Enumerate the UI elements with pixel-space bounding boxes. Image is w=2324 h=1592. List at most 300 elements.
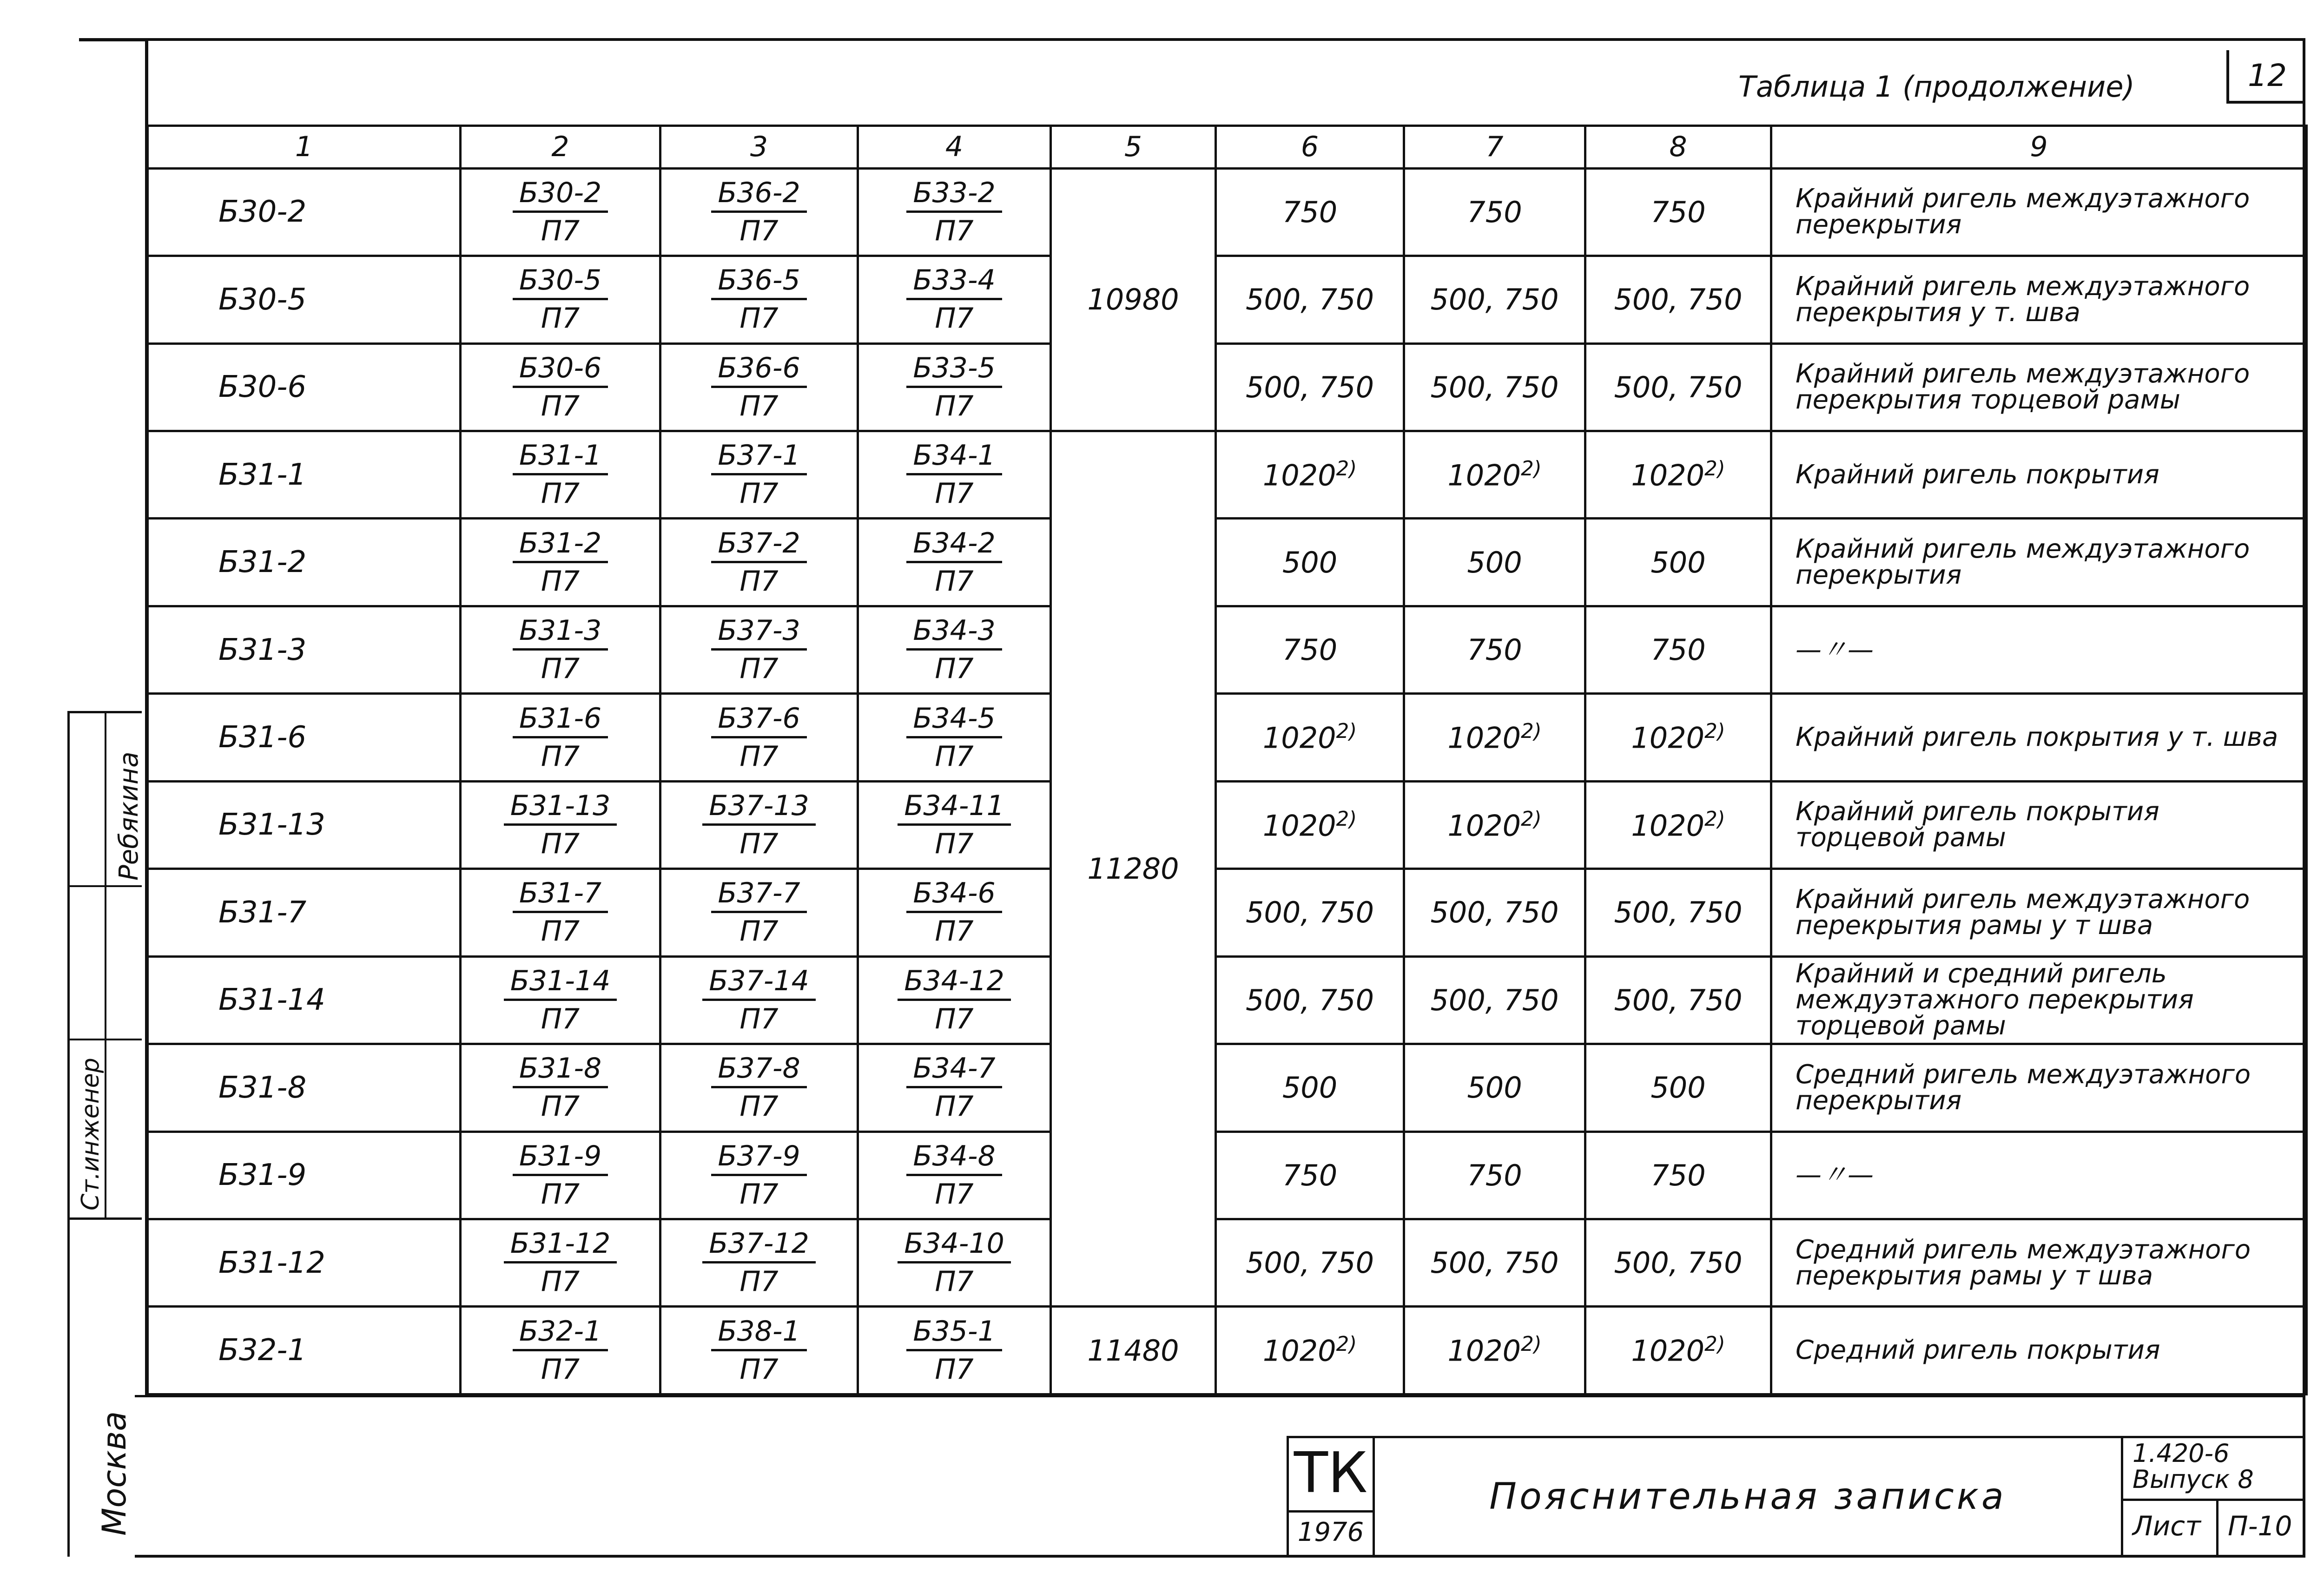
mark-cell: Б31-13 [148, 781, 461, 868]
fraction-cell [461, 956, 660, 1044]
fraction-denominator: П7 [739, 652, 779, 685]
table-row [148, 781, 2307, 868]
fraction [513, 266, 608, 333]
fraction [906, 1139, 1002, 1210]
fraction-denominator: П7 [935, 827, 974, 860]
fraction-denominator: П7 [935, 389, 974, 422]
column-header: 5 [1051, 126, 1216, 169]
description-cell: Крайний ригель покрытия у т. шва [1771, 694, 2307, 781]
description-cell: Средний ригель покрытия [1771, 1307, 2307, 1395]
mark-cell: Б31-14 [148, 956, 461, 1044]
value-text: 750 [1651, 633, 1706, 667]
value-text: 500, 750 [1430, 895, 1559, 930]
value-text: 500, 750 [1430, 983, 1559, 1017]
fraction-cell [660, 431, 858, 519]
fraction-numerator: Б33-4 [906, 266, 1002, 300]
fraction-numerator: Б30-5 [513, 266, 608, 300]
doc-title: Пояснительная записка [1489, 1476, 2007, 1518]
value-text: 1020 [1631, 458, 1705, 493]
fraction-numerator: Б31-3 [513, 616, 608, 651]
mark-cell: Б31-12 [148, 1219, 461, 1306]
value-cell [1216, 694, 1404, 781]
fraction-denominator: П7 [935, 477, 974, 510]
footnote-mark: 2) [1521, 457, 1542, 480]
fraction [898, 964, 1011, 1035]
value-text: 750 [1651, 195, 1706, 229]
fraction-numerator: Б34-10 [898, 1229, 1011, 1263]
mark-cell: Б31-9 [148, 1132, 461, 1219]
logo-letters: ТК [1294, 1441, 1368, 1506]
fraction-cell [461, 694, 660, 781]
fraction-cell [660, 1044, 858, 1132]
column-header: 6 [1216, 126, 1404, 169]
fraction [906, 1317, 1002, 1384]
fraction-denominator: П7 [935, 565, 974, 598]
fraction-cell [461, 1044, 660, 1132]
fraction-denominator: П7 [541, 477, 580, 510]
mark-cell: Б30-2 [148, 168, 461, 256]
description-cell: Крайний ригель междуэтажного перекрытия торцевой рамы [1771, 343, 2307, 431]
side-stamp [67, 711, 142, 1557]
spec-table [146, 125, 2308, 1395]
fraction [504, 791, 617, 859]
fraction-cell [660, 343, 858, 431]
fraction-denominator: П7 [541, 915, 580, 948]
value-cell [1585, 256, 1771, 343]
fraction-numerator: Б34-8 [906, 1142, 1002, 1176]
fraction [711, 1139, 806, 1210]
fraction-cell [461, 869, 660, 956]
code-divider [2123, 1499, 2305, 1501]
fraction-cell [660, 519, 858, 606]
fraction-numerator: Б37-14 [702, 967, 816, 1001]
value-cell [1404, 343, 1585, 431]
value-text: 1020 [1631, 721, 1705, 755]
mark-cell: Б30-6 [148, 343, 461, 431]
stamp-role: Ст.инженер [77, 1058, 105, 1210]
table-row [148, 606, 2307, 693]
fraction-cell [660, 781, 858, 868]
value-text: 500 [1467, 545, 1522, 579]
fraction-cell [461, 781, 660, 868]
fraction-numerator: Б31-12 [504, 1229, 617, 1263]
fraction-cell [660, 256, 858, 343]
value-text: 1020 [1447, 809, 1521, 843]
value-cell [1585, 956, 1771, 1044]
fraction-numerator: Б31-14 [504, 967, 617, 1001]
table-row [148, 519, 2307, 606]
fraction-cell [858, 343, 1051, 431]
value-text: 500, 750 [1245, 370, 1374, 404]
fraction [504, 1229, 617, 1296]
fraction-cell [660, 1219, 858, 1306]
fraction [513, 1139, 608, 1210]
issue: Выпуск 8 [2133, 1465, 2254, 1494]
fraction-cell [461, 519, 660, 606]
fraction-denominator: П7 [739, 915, 779, 948]
value-cell [1216, 431, 1404, 519]
fraction-numerator: Б36-5 [711, 266, 806, 300]
footnote-mark: 2) [1521, 720, 1542, 743]
fraction-denominator: П7 [739, 740, 779, 773]
fraction [898, 791, 1011, 859]
fraction-cell [660, 168, 858, 256]
doc-title-box [1373, 1436, 2123, 1558]
value-text: 750 [1282, 1158, 1338, 1192]
fraction-cell [461, 256, 660, 343]
fraction [711, 441, 806, 508]
value-cell [1216, 519, 1404, 606]
value-cell [1404, 256, 1585, 343]
table-title: Таблица 1 (продолжение) [1738, 70, 2135, 104]
description-cell: Крайний ригель покрытия торцевой рамы [1771, 781, 2307, 868]
value-text: 750 [1282, 633, 1338, 667]
value-cell [1404, 1307, 1585, 1395]
fraction-denominator: П7 [541, 827, 580, 860]
value-cell [1404, 168, 1585, 256]
fraction [711, 704, 806, 771]
value-text: 1020 [1447, 1334, 1521, 1368]
table-row [148, 1132, 2307, 1219]
footnote-mark: 2) [1336, 720, 1357, 743]
length-cell: 10980 [1051, 168, 1216, 431]
fraction [906, 266, 1002, 333]
table-row [148, 956, 2307, 1044]
fraction-denominator: П7 [935, 214, 974, 247]
mark-cell: Б32-1 [148, 1307, 461, 1395]
fraction-cell [858, 256, 1051, 343]
value-cell [1404, 956, 1585, 1044]
doc-code: 1.420-6 [2133, 1439, 2230, 1468]
fraction-numerator: Б35-1 [906, 1317, 1002, 1351]
fraction-numerator: Б32-1 [513, 1317, 608, 1351]
value-text: 500 [1467, 1071, 1522, 1105]
fraction [711, 879, 806, 946]
stamp-line [67, 1217, 142, 1220]
fraction-cell [461, 431, 660, 519]
stamp-line [67, 713, 70, 1557]
year: 1976 [1297, 1517, 1364, 1547]
fraction [906, 178, 1002, 246]
value-cell [1585, 781, 1771, 868]
fraction-denominator: П7 [935, 1002, 974, 1035]
fraction-numerator: Б34-11 [898, 791, 1011, 826]
sheet-number: 12 [2226, 50, 2305, 104]
value-text: 1020 [1262, 721, 1336, 755]
fraction-denominator: П7 [739, 565, 779, 598]
value-cell [1216, 1044, 1404, 1132]
fraction-denominator: П7 [935, 740, 974, 773]
table-row [148, 431, 2307, 519]
fraction-numerator: Б31-9 [513, 1142, 608, 1176]
length-cell: 11480 [1051, 1307, 1216, 1395]
fraction [711, 351, 806, 422]
fraction-denominator: П7 [739, 1353, 779, 1386]
fraction [711, 1054, 806, 1121]
fraction-numerator: Б37-9 [711, 1142, 806, 1176]
fraction-denominator: П7 [541, 389, 580, 422]
fraction-numerator: Б37-13 [702, 791, 816, 826]
footnote-mark: 2) [1521, 1333, 1542, 1356]
footnote-mark: 2) [1521, 807, 1542, 831]
sheet-divider [2216, 1499, 2218, 1555]
value-cell [1216, 606, 1404, 693]
fraction [711, 1317, 806, 1384]
description-cell: —〃— [1771, 1132, 2307, 1219]
fraction-numerator: Б37-1 [711, 441, 806, 475]
description-cell: Средний ригель междуэтажного перекрытия [1771, 1044, 2307, 1132]
fraction [906, 704, 1002, 771]
fraction-denominator: П7 [935, 1178, 974, 1210]
stamp-line [67, 1039, 142, 1040]
title-block-top-line [135, 1395, 2305, 1397]
value-cell [1585, 519, 1771, 606]
value-cell [1216, 869, 1404, 956]
mark-cell: Б31-7 [148, 869, 461, 956]
fraction-numerator: Б31-2 [513, 529, 608, 563]
fraction-numerator: Б30-2 [513, 178, 608, 213]
fraction-numerator: Б34-2 [906, 529, 1002, 563]
fraction-denominator: П7 [541, 1002, 580, 1035]
fraction [513, 1054, 608, 1121]
value-text: 500 [1651, 1071, 1706, 1105]
fraction [513, 879, 608, 946]
value-cell [1216, 256, 1404, 343]
fraction-denominator: П7 [739, 827, 779, 860]
description-cell: Крайний ригель междуэтажного перекрытия рамы у т шва [1771, 869, 2307, 956]
value-cell [1404, 869, 1585, 956]
fraction-numerator: Б34-6 [906, 879, 1002, 913]
value-text: 500, 750 [1430, 283, 1559, 317]
fraction-denominator: П7 [541, 1090, 580, 1123]
description-cell: Крайний ригель покрытия [1771, 431, 2307, 519]
logo-divider [1289, 1510, 1373, 1513]
fraction-cell [858, 869, 1051, 956]
fraction-cell [858, 694, 1051, 781]
fraction [513, 526, 608, 598]
fraction-cell [858, 168, 1051, 256]
value-text: 500, 750 [1245, 283, 1374, 317]
description-cell: —〃— [1771, 606, 2307, 693]
description-cell: Крайний ригель междуэтажного перекрытия у т. шва [1771, 256, 2307, 343]
column-header: 1 [148, 126, 461, 169]
value-text: 1020 [1262, 1334, 1336, 1368]
fraction-numerator: Б31-7 [513, 879, 608, 913]
fraction-numerator: Б33-5 [906, 354, 1002, 388]
fraction-numerator: Б33-2 [906, 178, 1002, 213]
value-text: 500 [1282, 545, 1338, 579]
footnote-mark: 2) [1704, 1333, 1725, 1356]
mark-cell: Б30-5 [148, 256, 461, 343]
fraction [702, 964, 816, 1035]
value-text: 750 [1467, 195, 1522, 229]
footnote-mark: 2) [1704, 457, 1725, 480]
value-text: 500, 750 [1614, 1246, 1743, 1280]
value-cell [1216, 168, 1404, 256]
description-cell: Крайний ригель междуэтажного перекрытия [1771, 168, 2307, 256]
column-header: 4 [858, 126, 1051, 169]
footnote-mark: 2) [1336, 1333, 1357, 1356]
value-cell [1404, 694, 1585, 781]
fraction-denominator: П7 [935, 652, 974, 685]
value-cell [1585, 694, 1771, 781]
fraction [906, 441, 1002, 508]
fraction [711, 178, 806, 246]
fraction-cell [660, 606, 858, 693]
fraction-denominator: П7 [541, 302, 580, 335]
fraction-denominator: П7 [541, 1265, 580, 1298]
fraction-cell [660, 869, 858, 956]
fraction [513, 704, 608, 771]
value-text: 1020 [1447, 458, 1521, 493]
sheet-label: Лист [2133, 1510, 2201, 1542]
value-text: 500, 750 [1430, 1246, 1559, 1280]
stamp-org: Москва [95, 1411, 133, 1536]
fraction-cell [461, 606, 660, 693]
value-cell [1585, 869, 1771, 956]
fraction [906, 1054, 1002, 1121]
fraction-numerator: Б34-5 [906, 704, 1002, 738]
fraction-denominator: П7 [541, 740, 580, 773]
fraction-cell [858, 606, 1051, 693]
fraction-cell [660, 1307, 858, 1395]
mark-cell: Б31-3 [148, 606, 461, 693]
fraction-cell [660, 694, 858, 781]
fraction-cell [858, 1307, 1051, 1395]
value-text: 750 [1282, 195, 1338, 229]
table-header-row [148, 126, 2307, 169]
fraction [906, 526, 1002, 598]
fraction-denominator: П7 [739, 477, 779, 510]
column-header: 3 [660, 126, 858, 169]
value-text: 1020 [1631, 1334, 1705, 1368]
value-text: 1020 [1447, 721, 1521, 755]
mark-cell: Б31-6 [148, 694, 461, 781]
code-box [2121, 1436, 2305, 1558]
fraction-denominator: П7 [739, 389, 779, 422]
value-cell [1404, 519, 1585, 606]
value-text: 500, 750 [1614, 370, 1743, 404]
logo-box [1287, 1436, 1375, 1558]
fraction [906, 351, 1002, 422]
fraction [906, 616, 1002, 684]
value-cell [1585, 1307, 1771, 1395]
fraction-cell [461, 343, 660, 431]
value-cell [1404, 1132, 1585, 1219]
value-text: 1020 [1631, 809, 1705, 843]
fraction-numerator: Б36-6 [711, 354, 806, 388]
value-text: 500, 750 [1614, 895, 1743, 930]
value-cell [1216, 781, 1404, 868]
mark-cell: Б31-1 [148, 431, 461, 519]
column-header: 9 [1771, 126, 2307, 169]
fraction [513, 1317, 608, 1384]
fraction [711, 616, 806, 684]
fraction-numerator: Б37-12 [702, 1229, 816, 1263]
fraction-numerator: Б36-2 [711, 178, 806, 213]
value-text: 500, 750 [1614, 983, 1743, 1017]
fraction-numerator: Б31-6 [513, 704, 608, 738]
description-cell: Крайний ригель междуэтажного перекрытия [1771, 519, 2307, 606]
fraction-cell [858, 431, 1051, 519]
fraction-cell [660, 956, 858, 1044]
fraction [906, 879, 1002, 946]
value-text: 500, 750 [1614, 283, 1743, 317]
column-header: 7 [1404, 126, 1585, 169]
description-cell: Средний ригель междуэтажного перекрытия рамы у т шва [1771, 1219, 2307, 1306]
fraction-denominator: П7 [541, 1353, 580, 1386]
value-cell [1404, 781, 1585, 868]
fraction [702, 791, 816, 859]
fraction-numerator: Б37-7 [711, 879, 806, 913]
table-row [148, 1307, 2307, 1395]
footnote-mark: 2) [1704, 720, 1725, 743]
value-text: 500 [1651, 545, 1706, 579]
value-text: 500 [1282, 1071, 1338, 1105]
mark-cell: Б31-8 [148, 1044, 461, 1132]
fraction-denominator: П7 [739, 1090, 779, 1123]
fraction [513, 616, 608, 684]
value-text: 1020 [1262, 458, 1336, 493]
table-row [148, 869, 2307, 956]
stamp-line [67, 885, 142, 887]
table-body [148, 168, 2307, 1394]
fraction-denominator: П7 [935, 1353, 974, 1386]
value-cell [1404, 431, 1585, 519]
value-cell [1216, 956, 1404, 1044]
frame-top-line [79, 38, 2305, 41]
footnote-mark: 2) [1704, 807, 1725, 831]
table-row [148, 343, 2307, 431]
fraction-numerator: Б34-12 [898, 967, 1011, 1001]
fraction-cell [461, 1132, 660, 1219]
fraction-denominator: П7 [739, 1178, 779, 1210]
fraction-numerator: Б37-8 [711, 1054, 806, 1088]
fraction-numerator: Б31-1 [513, 441, 608, 475]
fraction-denominator: П7 [935, 1090, 974, 1123]
fraction-numerator: Б37-2 [711, 529, 806, 563]
stamp-name: Ребякина [114, 751, 144, 881]
fraction-denominator: П7 [935, 915, 974, 948]
value-cell [1216, 1132, 1404, 1219]
fraction [513, 178, 608, 246]
column-header: 2 [461, 126, 660, 169]
table-row [148, 694, 2307, 781]
sheet-value: П-10 [2228, 1510, 2292, 1542]
table-row [148, 1219, 2307, 1306]
fraction-cell [858, 956, 1051, 1044]
fraction-cell [858, 1132, 1051, 1219]
value-text: 500, 750 [1245, 983, 1374, 1017]
fraction-numerator: Б34-1 [906, 441, 1002, 475]
fraction-numerator: Б30-6 [513, 354, 608, 388]
value-text: 500, 750 [1430, 370, 1559, 404]
value-text: 500, 750 [1245, 895, 1374, 930]
fraction-denominator: П7 [541, 1178, 580, 1210]
fraction-denominator: П7 [935, 302, 974, 335]
fraction-cell [461, 1219, 660, 1306]
value-cell [1585, 606, 1771, 693]
fraction-denominator: П7 [739, 1265, 779, 1298]
value-text: 750 [1651, 1158, 1706, 1192]
mark-cell: Б31-2 [148, 519, 461, 606]
fraction-numerator: Б31-8 [513, 1054, 608, 1088]
column-header: 8 [1585, 126, 1771, 169]
fraction-denominator: П7 [739, 214, 779, 247]
fraction [702, 1229, 816, 1296]
fraction-numerator: Б31-13 [504, 791, 617, 826]
fraction [711, 266, 806, 333]
